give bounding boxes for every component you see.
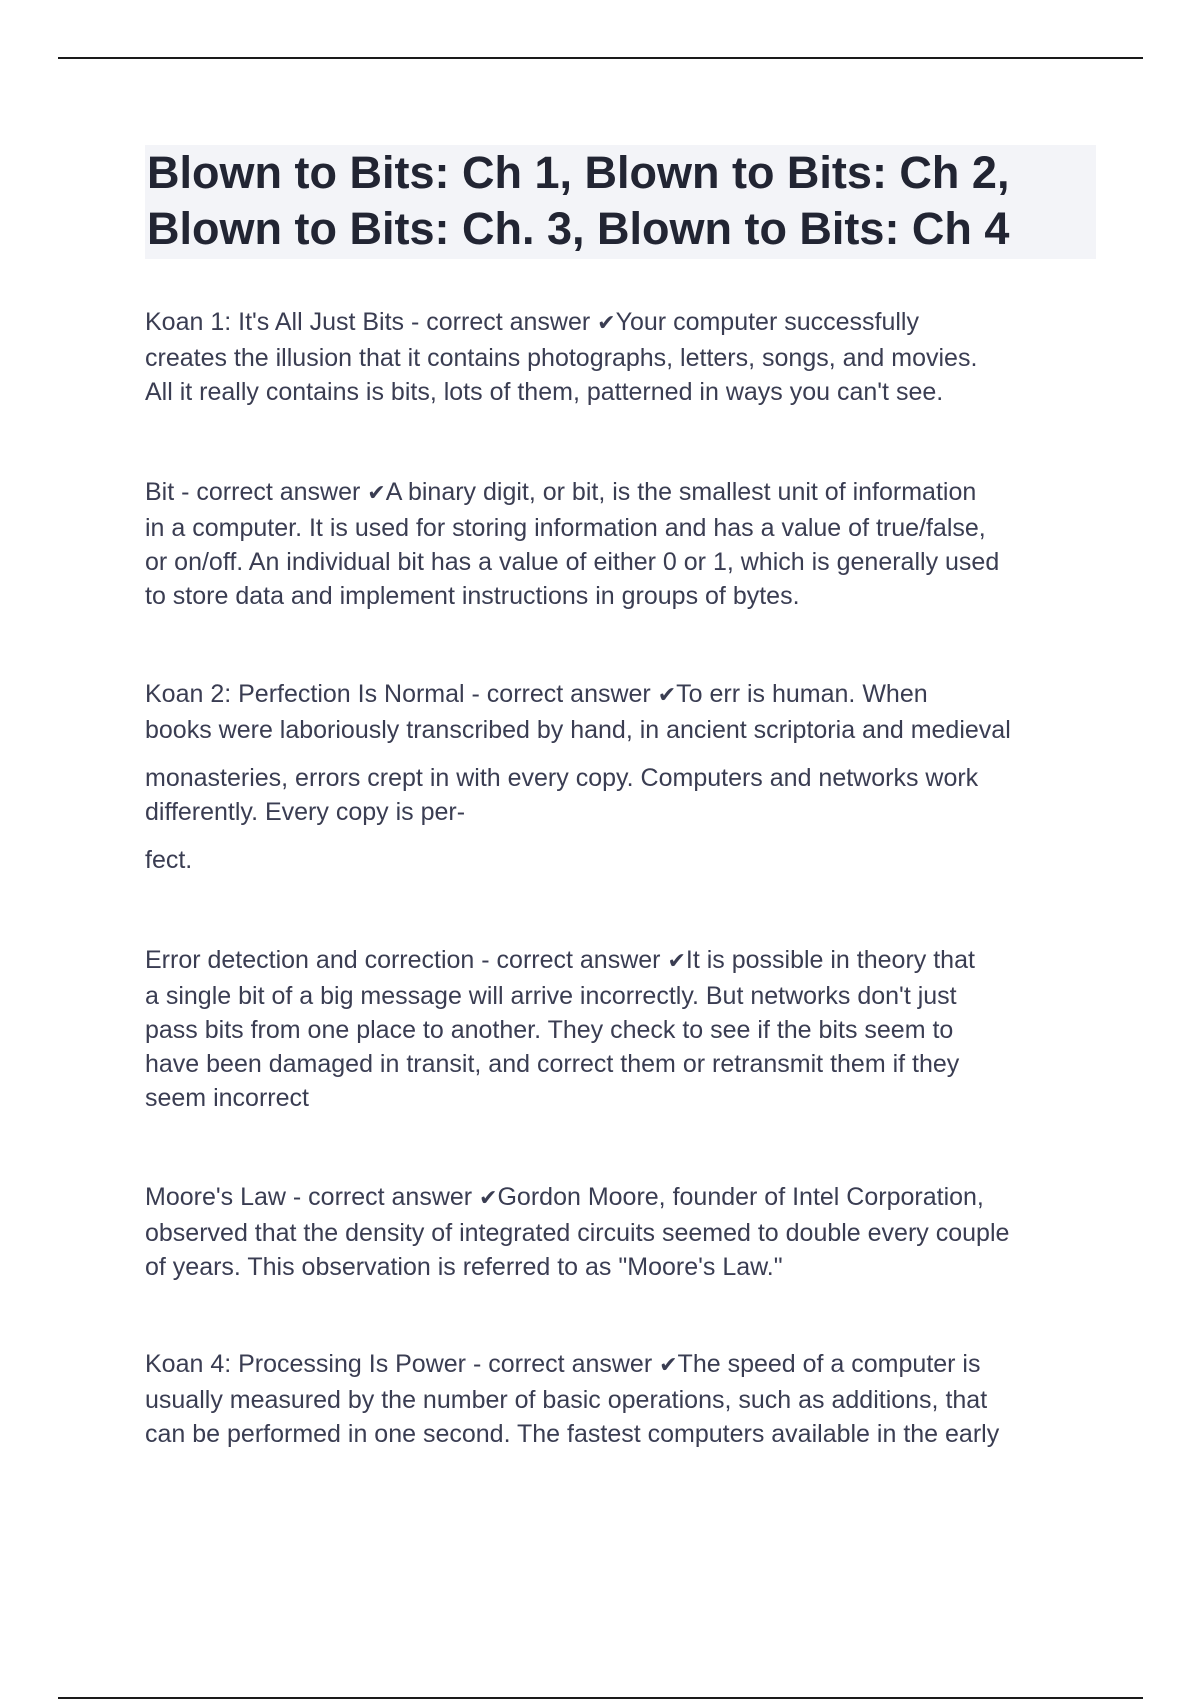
entry-answer-line: fect. — [145, 846, 193, 874]
flashcard-entry — [145, 943, 1095, 1115]
entry-answer-line: All it really contains is bits, lots of them, patterned in ways you can't see. — [145, 378, 944, 406]
entry-answer-line: creates the illusion that it contains photographs, letters, songs, and movies. — [145, 344, 978, 372]
entry-first-line — [145, 677, 1095, 713]
entry-answer-start: It is possible in theory that — [685, 946, 975, 974]
entry-answer-start: To err is human. When — [676, 680, 928, 708]
flashcard-entry — [145, 475, 1095, 613]
check-icon: ✔ — [597, 311, 616, 336]
flashcard-entry — [145, 1347, 1095, 1451]
entry-answer-line: a single bit of a big message will arrive incorrectly. But networks don't just — [145, 982, 957, 1010]
check-icon: ✔ — [659, 1353, 678, 1378]
flashcard-entry — [145, 305, 1095, 409]
entry-answer-line: of years. This observation is referred to as "Moore's Law." — [145, 1253, 783, 1281]
entry-term: Moore's Law - correct answer — [145, 1183, 480, 1211]
check-icon: ✔ — [367, 481, 386, 506]
entry-answer-start: Your computer successfully — [615, 308, 919, 336]
entry-answer-line: to store data and implement instructions in groups of bytes. — [145, 582, 800, 610]
entry-answer-start: A binary digit, or bit, is the smallest unit of information — [385, 478, 977, 506]
entry-answer-line: usually measured by the number of basic operations, such as additions, that — [145, 1386, 988, 1414]
entry-answer-line: seem incorrect — [145, 1084, 309, 1112]
flashcard-entry — [145, 677, 1095, 877]
entry-first-line — [145, 305, 1095, 341]
check-icon: ✔ — [667, 949, 686, 974]
entry-answer-line: differently. Every copy is per- — [145, 798, 466, 826]
flashcard-entry — [145, 1180, 1095, 1284]
entry-answer-line: in a computer. It is used for storing information and has a value of true/false, — [145, 514, 986, 542]
entry-answer-line: or on/off. An individual bit has a value of either 0 or 1, which is generally used — [145, 548, 1000, 576]
entry-term: Koan 4: Processing Is Power - correct answer — [145, 1350, 660, 1378]
document-title — [145, 145, 1096, 259]
entry-answer-line: can be performed in one second. The fastest computers available in the early — [145, 1420, 1000, 1448]
title-line-2: Blown to Bits: Ch. 3, Blown to Bits: Ch 4 — [147, 203, 1010, 254]
bottom-rule — [58, 1697, 1143, 1699]
entry-first-line — [145, 943, 1095, 979]
entry-term: Error detection and correction - correct answer — [145, 946, 668, 974]
entry-term: Bit - correct answer — [145, 478, 368, 506]
title-line-1: Blown to Bits: Ch 1, Blown to Bits: Ch 2, — [147, 147, 1010, 198]
entry-term: Koan 2: Perfection Is Normal - correct answer — [145, 680, 658, 708]
entry-answer-line: pass bits from one place to another. They check to see if the bits seem to — [145, 1016, 954, 1044]
entry-answer-start: The speed of a computer is — [677, 1350, 981, 1378]
entry-first-line — [145, 1180, 1095, 1216]
entry-first-line — [145, 1347, 1095, 1383]
entry-answer-start: Gordon Moore, founder of Intel Corporation, — [497, 1183, 984, 1211]
entry-answer-line: monasteries, errors crept in with every copy. Computers and networks work — [145, 764, 979, 792]
entry-answer-line: have been damaged in transit, and correct them or retransmit them if they — [145, 1050, 960, 1078]
entry-term: Koan 1: It's All Just Bits - correct answer — [145, 308, 598, 336]
check-icon: ✔ — [657, 683, 677, 708]
entry-first-line — [145, 475, 1095, 511]
top-rule — [58, 57, 1143, 59]
entry-answer-line: observed that the density of integrated circuits seemed to double every couple — [145, 1219, 1010, 1247]
entry-answer-line: books were laboriously transcribed by hand, in ancient scriptoria and medieval — [145, 716, 1011, 744]
check-icon: ✔ — [479, 1186, 498, 1211]
